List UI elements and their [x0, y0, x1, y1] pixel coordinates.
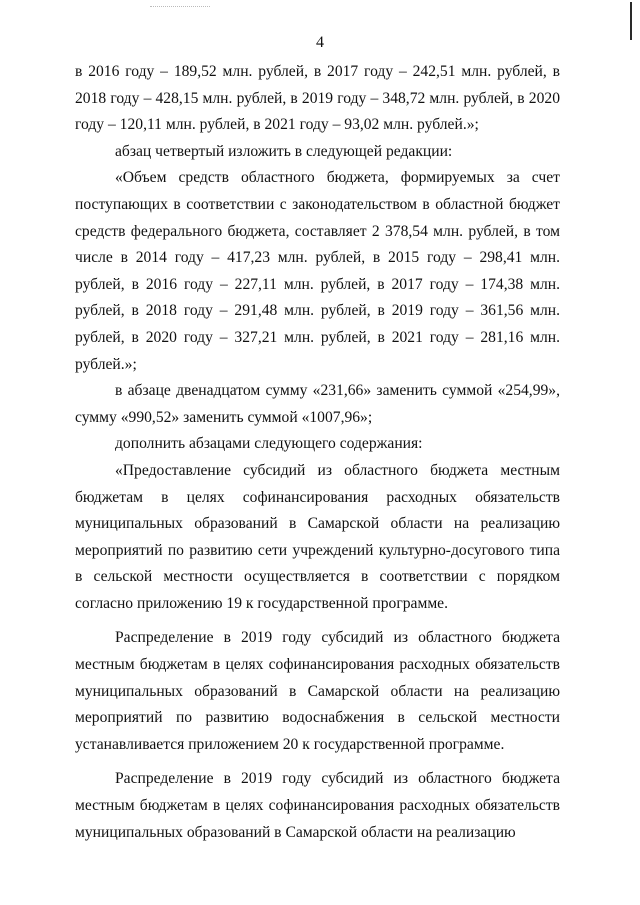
paragraph-subsidies-culture: «Предоставление субсидий из областного бюджета местным бюджетам в целях софинансирования расходных обязательств муниципальных образований в Самарской области на реализацию мероприятий по развитию сети учреждений культурно-досугового типа в сельской местности осуществляется в соответствии с порядком согласно приложению 19 к государственной программе.: [75, 461, 560, 612]
paragraph-twelfth-amend: в абзаце двенадцатом сумму «231,66» заменить суммой «254,99», сумму «990,52» заменить суммой «1007,96»;: [75, 382, 560, 426]
paragraph-add-instruction: дополнить абзацами следующего содержания:: [115, 435, 423, 453]
paragraph-continuation: в 2016 году – 189,52 млн. рублей, в 2017 году – 242,51 млн. рублей, в 2018 году – 428,15 млн. рублей, в 2019 году – 348,72 млн. рублей, в 2020 году – 120,11 млн. рублей, в 2021 году – 93,02 млн. рублей.»;: [75, 63, 560, 134]
paragraph-distribution-cont: Распределение в 2019 году субсидий из областного бюджета местным бюджетам в целях софинансирования расходных обязательств муниципальных образований в Самарской области на реализацию: [75, 770, 560, 841]
document-body: [75, 59, 560, 846]
paragraph-distribution-water: Распределение в 2019 году субсидий из областного бюджета местным бюджетам в целях софинансирования расходных обязательств муниципальных образований в Самарской области на реализацию мероприятий по развитию водоснабжения в сельской местности устанавливается приложением 20 к государственной программе.: [75, 629, 560, 753]
paragraph-instruction-fourth: абзац четвертый изложить в следующей редакции:: [115, 142, 453, 160]
paragraph-federal-funds: «Объем средств областного бюджета, формируемых за счет поступающих в соответствии с законодательством в областной бюджет средств федерального бюджета, составляет 2 378,54 млн. рублей, в том числе в 2014 году – 417,23 млн. рублей, в 2015 году – 298,41 млн. рублей, в 2016 году – 227,11 млн. рублей, в 2017 году – 174,38 млн. рублей, в 2018 году – 291,48 млн. рублей, в 2019 году – 361,56 млн. рублей, в 2020 году – 327,21 млн. рублей, в 2021 году – 281,16 млн. рублей.»;: [75, 169, 560, 373]
scan-artifact-dots: [150, 6, 210, 8]
page-number: 4: [316, 34, 324, 51]
